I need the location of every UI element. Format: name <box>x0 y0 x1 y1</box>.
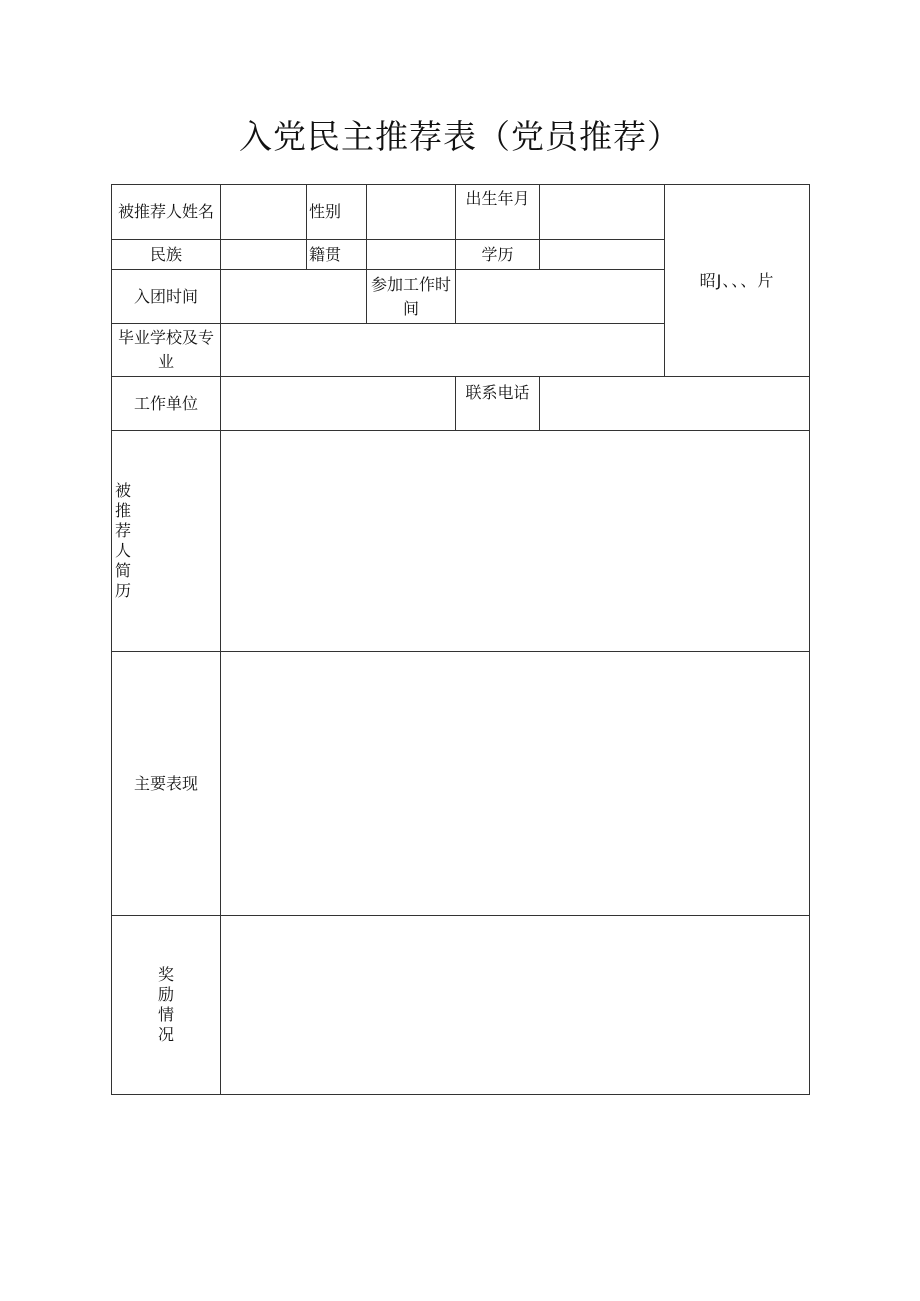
work-start-value <box>456 296 664 297</box>
resume-label: 被推荐人简历 <box>115 481 132 600</box>
league-join-value <box>221 296 366 297</box>
form-row-performance <box>112 652 810 916</box>
name-field[interactable] <box>221 185 307 240</box>
awards-label: 奖励情况 <box>157 965 174 1044</box>
employer-label: 工作单位 <box>112 377 221 431</box>
education-label: 学历 <box>456 240 540 270</box>
native-place-value <box>367 254 455 255</box>
performance-field[interactable] <box>221 652 810 916</box>
performance-label: 主要表现 <box>112 652 221 916</box>
document-title: 入党民主推荐表（党员推荐） <box>239 117 681 156</box>
resume-value <box>221 541 809 542</box>
awards-label-cell <box>112 916 221 1095</box>
form-row-name <box>112 185 810 240</box>
birth-field[interactable] <box>540 185 665 240</box>
awards-field[interactable] <box>221 916 810 1095</box>
employer-field[interactable] <box>221 377 456 431</box>
school-major-value <box>221 350 664 351</box>
work-start-label: 参加工作时间 <box>367 270 456 324</box>
birth-label: 出生年月 <box>456 185 540 240</box>
league-join-field[interactable] <box>221 270 367 324</box>
recommendation-form-table <box>111 184 810 1095</box>
ethnicity-value <box>221 254 306 255</box>
resume-label-cell <box>112 431 221 652</box>
employer-value <box>221 403 455 404</box>
education-field[interactable] <box>540 240 665 270</box>
form-row-awards <box>112 916 810 1095</box>
native-place-label: 籍贯 <box>307 240 367 270</box>
ethnicity-label: 民族 <box>112 240 221 270</box>
gender-label: 性别 <box>307 185 367 240</box>
resume-field[interactable] <box>221 431 810 652</box>
gender-value <box>367 212 455 213</box>
native-place-field[interactable] <box>367 240 456 270</box>
name-value <box>221 212 306 213</box>
form-row-resume <box>112 431 810 652</box>
school-major-field[interactable] <box>221 324 665 377</box>
school-major-label: 毕业学校及专业 <box>112 324 221 377</box>
gender-field[interactable] <box>367 185 456 240</box>
ethnicity-field[interactable] <box>221 240 307 270</box>
performance-value <box>221 783 809 784</box>
form-row-employer <box>112 377 810 431</box>
education-value <box>540 254 664 255</box>
photo-box[interactable] <box>665 185 810 377</box>
league-join-label: 入团时间 <box>112 270 221 324</box>
phone-label: 联系电话 <box>456 377 540 431</box>
photo-label: 昭J、、、片 <box>699 270 775 290</box>
awards-value <box>221 1005 809 1006</box>
phone-value <box>540 403 809 404</box>
name-label: 被推荐人姓名 <box>112 185 221 240</box>
phone-field[interactable] <box>540 377 810 431</box>
birth-value <box>540 212 664 213</box>
work-start-field[interactable] <box>456 270 665 324</box>
